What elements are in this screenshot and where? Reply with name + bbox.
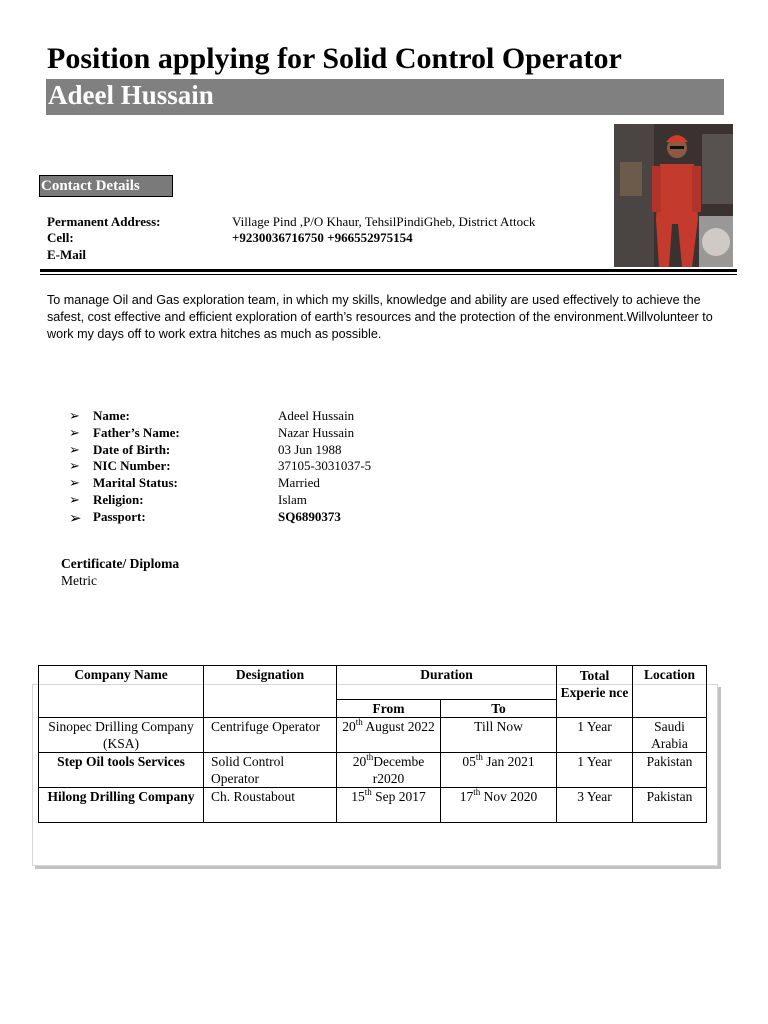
address-value: Village Pind ,P/O Khaur, TehsilPindiGheb, District Attock bbox=[232, 214, 536, 229]
personal-value-name: Adeel Hussain bbox=[278, 408, 355, 423]
cell-designation: Centrifuge Operator bbox=[204, 718, 337, 753]
cell-company: Hilong Drilling Company bbox=[39, 788, 204, 823]
header-company: Company Name bbox=[39, 666, 204, 700]
profile-photo bbox=[614, 124, 733, 267]
header-to: To bbox=[441, 700, 557, 718]
header-location: Location bbox=[633, 666, 707, 718]
personal-label-father: Father’s Name: bbox=[93, 425, 180, 440]
arrow-bullet-icon: ➢ bbox=[69, 442, 80, 457]
cell-from: 15th Sep 2017 bbox=[337, 788, 441, 823]
personal-label-dob: Date of Birth: bbox=[93, 442, 171, 457]
position-heading: Position applying for Solid Control Operator bbox=[47, 42, 622, 75]
arrow-bullet-icon: ➢ bbox=[69, 475, 80, 490]
personal-value-marital: Married bbox=[278, 475, 320, 490]
section-divider bbox=[40, 269, 737, 272]
cell-company: Sinopec Drilling Company (KSA) bbox=[39, 718, 204, 753]
cell-from: 20thDecembe r2020 bbox=[337, 753, 441, 788]
section-divider-thin bbox=[40, 274, 737, 275]
personal-label-name: Name: bbox=[93, 408, 130, 423]
personal-value-father: Nazar Hussain bbox=[278, 425, 355, 440]
experience-table bbox=[38, 665, 707, 823]
personal-label-religion: Religion: bbox=[93, 492, 144, 507]
cell-total: 3 Year bbox=[557, 788, 633, 823]
cell-designation: Ch. Roustabout bbox=[204, 788, 337, 823]
personal-value-nic: 37105-3031037-5 bbox=[278, 458, 372, 473]
header-total-experience: Total Experie nce bbox=[557, 666, 633, 718]
name-banner bbox=[46, 79, 724, 115]
personal-value-dob: 03 Jun 1988 bbox=[278, 442, 342, 457]
personal-label-marital: Marital Status: bbox=[93, 475, 178, 490]
personal-label-passport: Passport: bbox=[93, 509, 146, 524]
table-row bbox=[39, 788, 707, 823]
personal-label-nic: NIC Number: bbox=[93, 458, 171, 473]
cell-from: 20th August 2022 bbox=[337, 718, 441, 753]
table-row bbox=[39, 718, 707, 753]
personal-value-religion: Islam bbox=[278, 492, 307, 507]
career-objective: To manage Oil and Gas exploration team, in which my skills, knowledge and ability are used effectively to achieve the safest, cost effective and efficient exploration of earth’s resources and the protection of the environment.Willvolunteer to work my days off to work extra hitches as much as possible. bbox=[47, 293, 713, 341]
arrow-bullet-icon: ➢ bbox=[69, 408, 80, 423]
arrow-bullet-icon: ➢ bbox=[69, 492, 80, 507]
candidate-name: Adeel Hussain bbox=[48, 80, 214, 110]
cell-location: Pakistan bbox=[633, 753, 707, 788]
certificate-heading: Certificate/ Diploma bbox=[61, 556, 180, 571]
cell-to: 05th Jan 2021 bbox=[441, 753, 557, 788]
email-label: E-Mail bbox=[47, 247, 86, 262]
header-designation: Designation bbox=[204, 666, 337, 700]
cell-designation: Solid Control Operator bbox=[204, 753, 337, 788]
cell-total: 1 Year bbox=[557, 718, 633, 753]
arrow-bullet-icon: ➢ bbox=[69, 458, 80, 473]
contact-details-label: Contact Details bbox=[39, 175, 173, 197]
cell-to: 17th Nov 2020 bbox=[441, 788, 557, 823]
arrow-bullet-icon: ➢ bbox=[69, 511, 82, 527]
cell-to: Till Now bbox=[441, 718, 557, 753]
cell-value: +9230036716750 +966552975154 bbox=[232, 230, 413, 245]
cell-total: 1 Year bbox=[557, 753, 633, 788]
address-label: Permanent Address: bbox=[47, 214, 161, 229]
header-from: From bbox=[337, 700, 441, 718]
personal-value-passport: SQ6890373 bbox=[278, 509, 341, 524]
header-duration: Duration bbox=[337, 666, 557, 700]
cell-location: Saudi Arabia bbox=[633, 718, 707, 753]
cell-location: Pakistan bbox=[633, 788, 707, 823]
certificate-value: Metric bbox=[61, 573, 97, 588]
cell-company: Step Oil tools Services bbox=[39, 753, 204, 788]
table-row bbox=[39, 753, 707, 788]
arrow-bullet-icon: ➢ bbox=[69, 425, 80, 440]
cell-label: Cell: bbox=[47, 230, 74, 245]
